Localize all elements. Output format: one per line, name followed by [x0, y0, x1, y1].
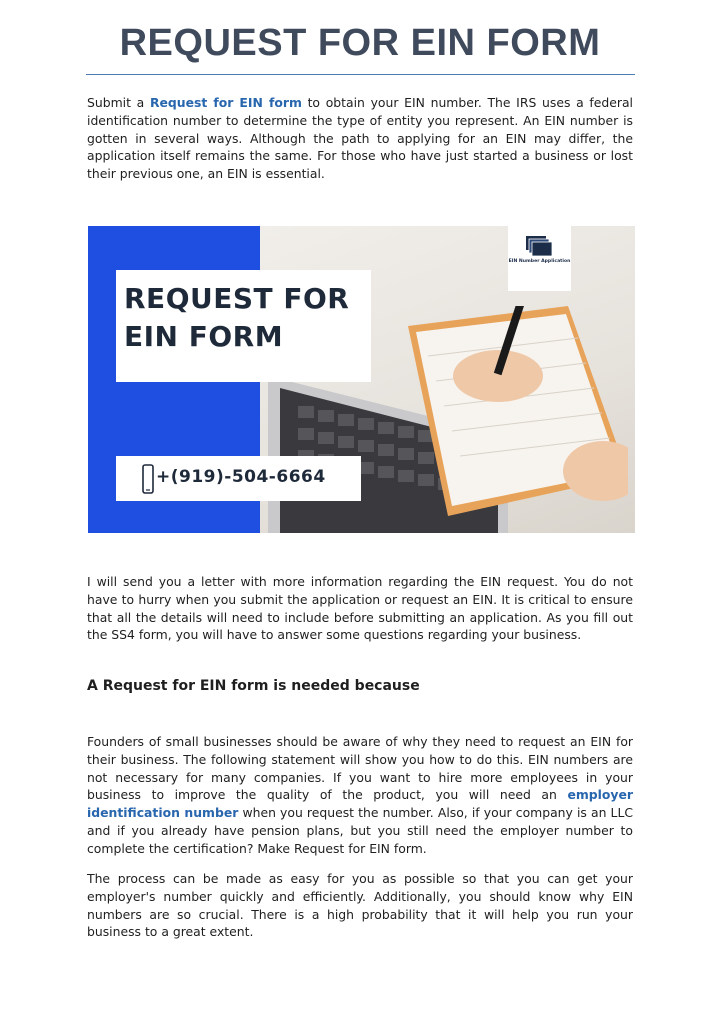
banner-image: [88, 226, 635, 533]
logo-caption: EIN Number Application: [508, 259, 571, 264]
section-heading: A Request for EIN form is needed because: [87, 678, 420, 694]
document-stack-icon: [526, 236, 554, 258]
title-divider: [86, 74, 635, 75]
banner-phone-card: [116, 456, 361, 501]
banner-phone-number: +(919)-504-6664: [156, 467, 326, 487]
paragraph-founders: [87, 733, 633, 858]
founders-text-end: when you request the number. Also, if your company is an LLC and if you already have pension plans, but you still need the employer number to complete the certification? Make Request for EIN form.: [87, 805, 634, 856]
intro-paragraph: [87, 94, 633, 183]
banner-title-card: [116, 270, 371, 382]
logo-card: [508, 226, 571, 291]
intro-text-end: to obtain your EIN number. The IRS uses a federal identification number to determine the type of entity you represent. An EIN number is gotten in several ways. Although the path to applying for an EIN may differ, the application itself remains the same. For those who have just started a business or lost their previous one, an EIN is essential.: [87, 95, 633, 182]
paragraph-letter-info: I will send you a letter with more information regarding the EIN request. You do not have to hurry when you submit the application or request an EIN. It is critical to ensure that all the details will need to include before submitting an application. As you fill out the SS4 form, you will have to answer some questions regarding your business.: [87, 574, 633, 643]
employer-identification-number-link[interactable]: employer identification number: [87, 787, 633, 821]
request-ein-form-link[interactable]: Request for EIN form: [149, 95, 302, 110]
paragraph-process: The process can be made as easy for you as possible so that you can get your employer's number quickly and efficiently. Additionally, you should know why EIN numbers are so crucial. There is a high probability that it will help you run your business to a great extent.: [87, 871, 633, 940]
intro-text-start: Submit a: [87, 95, 150, 110]
notebook-illustration: [388, 306, 628, 516]
page-title: REQUEST FOR EIN FORM: [119, 22, 601, 64]
mobile-phone-icon: [142, 464, 154, 494]
banner-heading: REQUEST FOR EIN FORM: [124, 282, 350, 353]
founders-text-start: Founders of small businesses should be aware of why they need to request an EIN for their business. The following statement will show you how to do this. EIN numbers are not necessary for many companies. If you want to hire more employees in your business to improve the quality of the product, you will need an: [87, 734, 633, 803]
